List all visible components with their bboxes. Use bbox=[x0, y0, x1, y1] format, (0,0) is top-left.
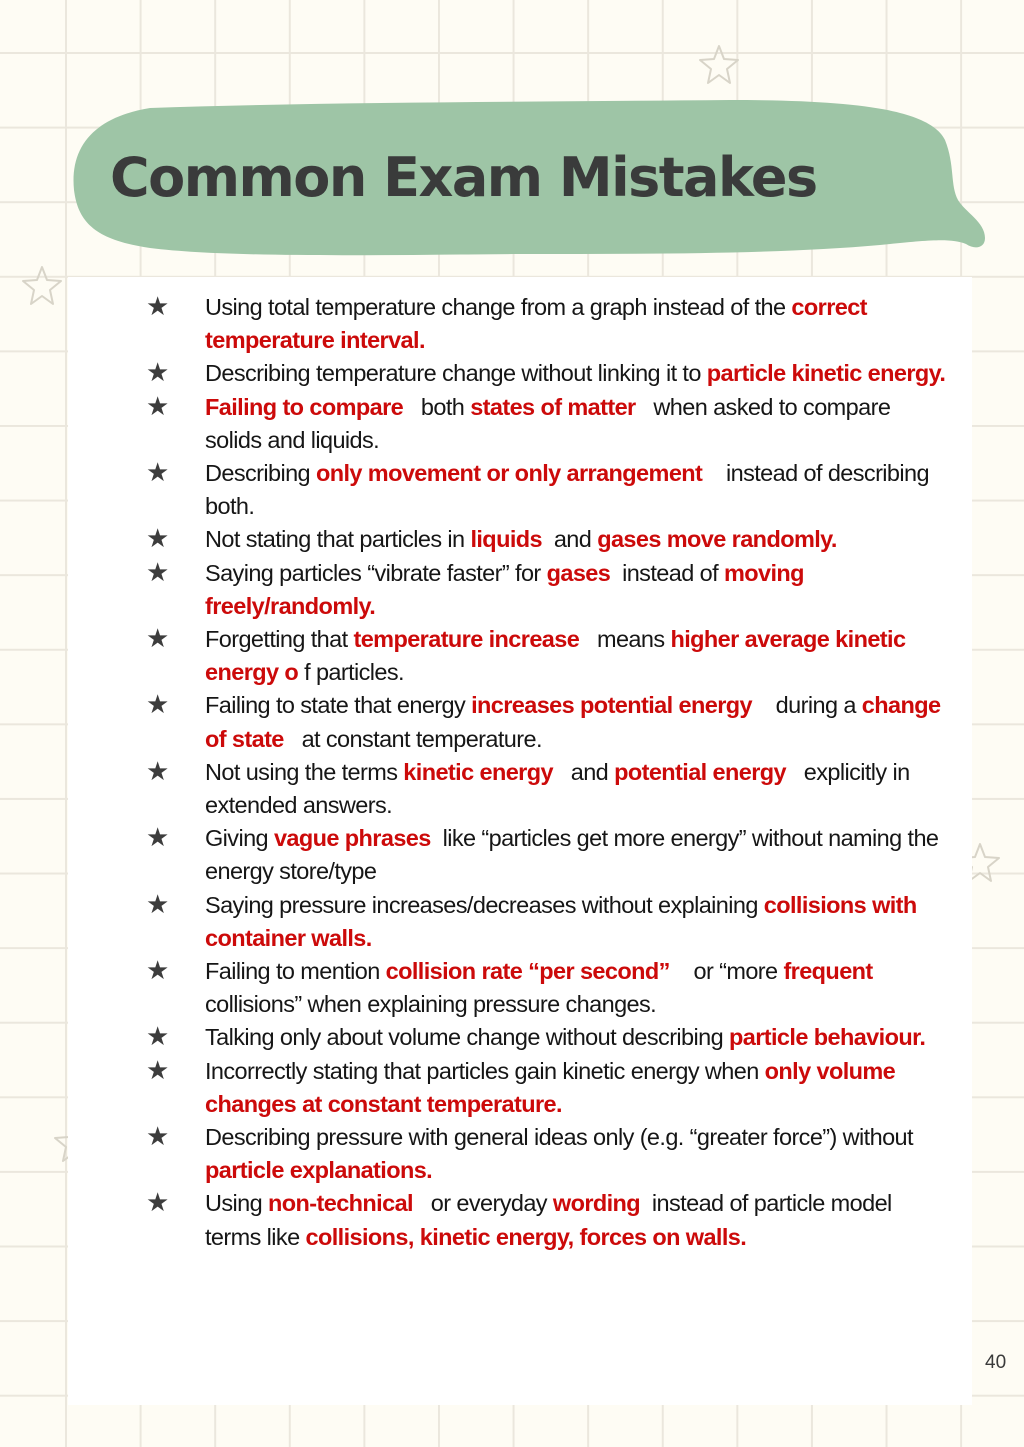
plain-text: Describing pressure with general ideas only (e.g. “greater force”) without bbox=[205, 1124, 919, 1151]
mistake-text bbox=[205, 291, 948, 357]
plain-text: or “more bbox=[669, 958, 784, 985]
star-icon: ★ bbox=[146, 1022, 170, 1053]
mistake-text bbox=[205, 457, 948, 523]
plain-text: like “particles get more energy” without naming the energy store/type bbox=[205, 825, 945, 885]
highlighted-term: collision rate “per second” bbox=[385, 958, 670, 985]
highlighted-term: increases potential energy bbox=[471, 692, 752, 719]
mistake-item bbox=[68, 523, 972, 556]
plain-text: and bbox=[541, 526, 598, 553]
mistake-text bbox=[205, 523, 948, 556]
mistake-item bbox=[68, 689, 972, 755]
plain-text: Forgetting that bbox=[205, 626, 354, 653]
plain-text: Not stating that particles in bbox=[205, 526, 471, 553]
star-icon: ★ bbox=[146, 1055, 170, 1086]
highlighted-term: higher average kinetic energy o bbox=[205, 626, 912, 686]
plain-text: instead of bbox=[610, 559, 724, 586]
mistake-text bbox=[205, 391, 948, 457]
star-icon: ★ bbox=[146, 391, 170, 422]
plain-text: Using bbox=[205, 1190, 269, 1217]
star-icon: ★ bbox=[146, 358, 170, 389]
plain-text: Describing temperature change without linking it to bbox=[205, 360, 707, 387]
plain-text: instead of particle model terms like bbox=[205, 1190, 898, 1250]
highlighted-term: change of state bbox=[205, 692, 947, 752]
mistake-item bbox=[68, 391, 972, 457]
mistake-item bbox=[68, 623, 972, 689]
highlighted-term: collisions, kinetic energy, forces on walls. bbox=[305, 1223, 747, 1250]
star-icon: ★ bbox=[146, 756, 170, 787]
highlighted-term: Failing to compare bbox=[205, 393, 404, 420]
mistake-text bbox=[205, 1055, 948, 1121]
star-icon: ★ bbox=[146, 690, 170, 721]
mistake-item bbox=[68, 1021, 972, 1054]
star-icon: ★ bbox=[146, 1122, 170, 1153]
page-title: Common Exam Mistakes bbox=[110, 146, 817, 209]
plain-text: Saying pressure increases/decreases without explaining bbox=[205, 891, 764, 918]
plain-text: Failing to state that energy bbox=[205, 692, 472, 719]
highlighted-term: gases bbox=[546, 559, 611, 586]
plain-text: during a bbox=[751, 692, 862, 719]
star-icon: ★ bbox=[146, 956, 170, 987]
mistake-item bbox=[68, 955, 972, 1021]
mistake-item bbox=[68, 1187, 972, 1253]
plain-text: collisions” when explaining pressure changes. bbox=[205, 958, 879, 1018]
plain-text: Using total temperature change from a graph instead of the bbox=[205, 294, 792, 320]
star-icon: ★ bbox=[146, 889, 170, 920]
mistake-text bbox=[205, 955, 948, 1021]
plain-text: means bbox=[579, 626, 671, 653]
highlighted-term: liquids bbox=[470, 526, 542, 553]
highlighted-term: temperature increase bbox=[353, 626, 580, 653]
plain-text: when asked to compare solids and liquids. bbox=[205, 393, 897, 453]
plain-text: instead of describing both. bbox=[205, 460, 935, 520]
plain-text: Failing to mention bbox=[205, 958, 386, 985]
plain-text: and bbox=[552, 758, 615, 785]
star-icon: ★ bbox=[146, 524, 170, 555]
highlighted-term: particle behaviour. bbox=[729, 1024, 926, 1051]
plain-text: explicitly in extended answers. bbox=[205, 758, 916, 819]
star-icon: ★ bbox=[146, 1188, 170, 1219]
highlighted-term: frequent bbox=[783, 958, 873, 985]
highlighted-term: correct temperature interval. bbox=[205, 294, 873, 354]
page-number: 40 bbox=[985, 1352, 1007, 1373]
mistake-text bbox=[205, 889, 948, 955]
highlighted-term: states of matter bbox=[470, 393, 636, 420]
mistake-text bbox=[205, 1121, 948, 1187]
highlighted-term: gases move randomly. bbox=[597, 526, 837, 553]
highlighted-term: particle kinetic energy. bbox=[706, 360, 946, 387]
mistake-item bbox=[68, 822, 972, 888]
mistake-text bbox=[205, 822, 948, 888]
mistake-item bbox=[68, 291, 972, 357]
star-icon: ★ bbox=[146, 458, 170, 489]
plain-text: Saying particles “vibrate faster” for bbox=[205, 559, 547, 586]
highlighted-term: collisions with container walls. bbox=[205, 891, 923, 951]
highlighted-term: particle explanations. bbox=[205, 1157, 433, 1184]
plain-text: or everyday bbox=[412, 1190, 553, 1217]
mistake-text bbox=[205, 756, 948, 822]
plain-text: at constant temperature. bbox=[283, 725, 542, 752]
mistake-item bbox=[68, 557, 972, 623]
highlighted-term: vague phrases bbox=[273, 825, 431, 852]
content-card bbox=[68, 277, 972, 1405]
highlighted-term: wording bbox=[552, 1190, 641, 1217]
mistake-item bbox=[68, 756, 972, 822]
highlighted-term: moving freely/randomly. bbox=[205, 559, 810, 619]
mistake-item bbox=[68, 457, 972, 523]
mistakes-list bbox=[68, 291, 972, 1254]
mistake-text bbox=[205, 689, 948, 755]
plain-text: Talking only about volume change without describing bbox=[205, 1024, 729, 1051]
star-icon: ★ bbox=[146, 823, 170, 854]
plain-text: f particles. bbox=[298, 659, 404, 686]
mistake-item bbox=[68, 889, 972, 955]
plain-text: Describing bbox=[205, 460, 316, 487]
plain-text: Giving bbox=[205, 825, 274, 852]
mistake-item bbox=[68, 357, 972, 390]
mistake-item bbox=[68, 1055, 972, 1121]
mistake-text bbox=[205, 357, 948, 390]
highlighted-term: kinetic energy bbox=[403, 758, 553, 785]
star-icon: ★ bbox=[146, 557, 170, 588]
highlighted-term: only movement or only arrangement bbox=[315, 460, 703, 487]
plain-text: Incorrectly stating that particles gain kinetic energy when bbox=[205, 1057, 765, 1084]
highlighted-term: non-technical bbox=[268, 1190, 413, 1217]
star-icon: ★ bbox=[146, 292, 170, 322]
mistake-text bbox=[205, 557, 948, 623]
mistake-text bbox=[205, 623, 948, 689]
mistake-text bbox=[205, 1021, 948, 1054]
highlighted-term: potential energy bbox=[614, 758, 786, 785]
mistake-text bbox=[205, 1187, 948, 1253]
plain-text: Not using the terms bbox=[205, 758, 404, 785]
mistake-item bbox=[68, 1121, 972, 1187]
star-icon: ★ bbox=[146, 624, 170, 655]
highlighted-term: only volume changes at constant temperature. bbox=[205, 1057, 902, 1117]
plain-text: both bbox=[403, 393, 471, 420]
